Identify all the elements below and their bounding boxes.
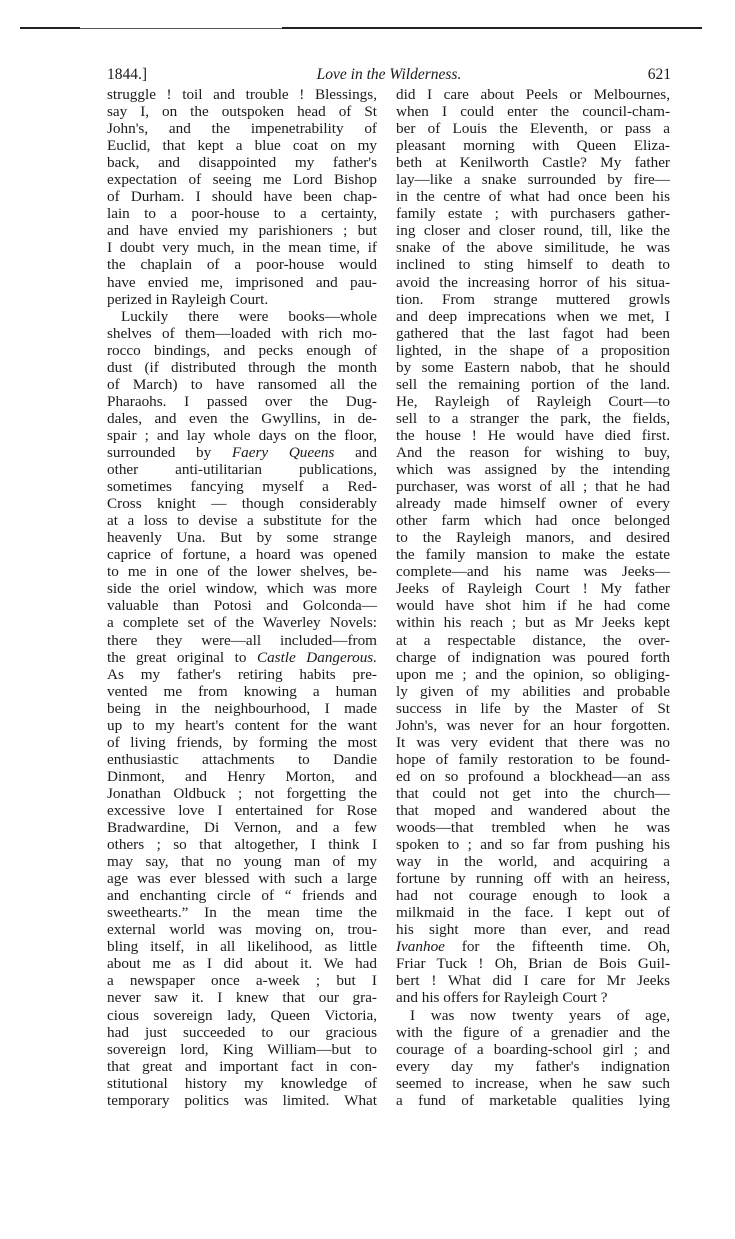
text-line: sell the remaining portion of the land. xyxy=(396,375,670,393)
text-line: within his reach ; but as Mr Jeeks kept xyxy=(396,614,670,632)
text-line: It was very evident that there was no xyxy=(396,733,670,751)
text-line: have envied me, imprisoned and pau- xyxy=(107,273,377,291)
text-line: other anti-utilitarian publications, xyxy=(107,461,377,479)
top-rule-right xyxy=(282,27,702,29)
text-line: As my father's retiring habits pre- xyxy=(107,665,377,683)
text-line: with the figure of a grenadier and the xyxy=(396,1023,670,1041)
text-line: vented me from knowing a human xyxy=(107,682,377,700)
text-line: avoid the increasing horror of his situa- xyxy=(396,273,670,291)
text-line: charge of indignation was poured forth xyxy=(396,648,670,666)
text-line: spair ; and lay whole days on the floor, xyxy=(107,426,377,444)
text-line: sell to a stranger the park, the fields, xyxy=(396,409,670,427)
text-line: of March) to have ransomed all the xyxy=(107,375,377,393)
text-line: courage of a boarding-school girl ; and xyxy=(396,1040,670,1058)
text-line: the chaplain of a poor-house would xyxy=(107,256,377,274)
text-line: ber of Louis the Eleventh, or pass a xyxy=(396,120,670,138)
text-line: to me in one of the lower shelves, be- xyxy=(107,563,377,581)
text-line: and enchanting circle of “ friends and xyxy=(107,887,377,905)
text-line: Ivanhoe for the fifteenth time. Oh, xyxy=(396,938,670,956)
text-line: being in the neighbourhood, I made xyxy=(107,699,377,717)
text-line: ing closer and closer round, till, like the xyxy=(396,222,670,240)
text-line: Luckily there were books—whole xyxy=(121,307,377,325)
text-line: gathered that the last fagot had been xyxy=(396,324,670,342)
text-line: other farm which had once belonged xyxy=(396,512,670,530)
text-line: at a respectable distance, the over- xyxy=(396,631,670,649)
text-line: bling itself, in all likelihood, as little xyxy=(107,938,377,956)
text-line: He, Rayleigh of Rayleigh Court—to xyxy=(396,392,670,410)
text-line: may say, that no young man of my xyxy=(107,853,377,871)
text-line: that could not get into the church— xyxy=(396,784,670,802)
header-year: 1844.] xyxy=(107,66,148,83)
text-line: others ; so that altogether, I think I xyxy=(107,836,377,854)
running-header xyxy=(107,66,671,86)
text-line: up to my heart's content for the want xyxy=(107,716,377,734)
header-page-number: 621 xyxy=(647,66,671,83)
text-line: inclined to sting himself to death to xyxy=(396,256,670,274)
text-line: seemed to increase, when he saw such xyxy=(396,1074,670,1092)
text-line: never saw it. I knew that our gra- xyxy=(107,989,377,1007)
text-line: his sight more than ever, and read xyxy=(396,921,670,939)
text-line: success in life by the Master of St xyxy=(396,699,670,717)
text-line: valuable than Potosi and Golconda— xyxy=(107,597,377,615)
text-line: that great and important fact in con- xyxy=(107,1057,377,1075)
text-line: side the oriel window, which was more xyxy=(107,580,377,598)
text-line: beth at Kenilworth Castle? My father xyxy=(396,154,670,172)
text-line: rocco bindings, and pecks enough of xyxy=(107,341,377,359)
left-text-column xyxy=(107,86,377,1109)
text-line: lain to a poor-house to a certainty, xyxy=(107,205,377,223)
text-line: John's, was never for an hour forgotten. xyxy=(396,716,670,734)
text-line: struggle ! toil and trouble ! Blessings, xyxy=(107,86,377,103)
text-line: temporary politics was limited. What xyxy=(107,1091,377,1109)
text-line: the family mansion to make the estate xyxy=(396,546,670,564)
text-line: John's, and the impenetrability of xyxy=(107,120,377,138)
right-text-column xyxy=(396,86,670,1109)
text-line: ed on so profound a blockhead—an ass xyxy=(396,767,670,785)
text-line: shelves of them—loaded with rich mo- xyxy=(107,324,377,342)
text-line: Jeeks of Rayleigh Court ! My father xyxy=(396,580,670,598)
text-line: and deep imprecations when we met, I xyxy=(396,307,670,325)
text-line: in the centre of what had once been his xyxy=(396,188,670,206)
text-line: every day my father's indignation xyxy=(396,1057,670,1075)
italic-title: Castle Dangerous. xyxy=(256,648,377,666)
text-line: lighted, in the shape of a proposition xyxy=(396,341,670,359)
italic-title: Ivanhoe xyxy=(396,938,445,956)
text-line: at a loss to devise a substitute for the xyxy=(107,512,377,530)
text-line: I was now twenty years of age, xyxy=(410,1006,670,1024)
text-line: heavenly Una. But by some strange xyxy=(107,529,377,547)
text-line: woods—that trembled when he was xyxy=(396,819,670,837)
text-line: way in the world, and acquiring a xyxy=(396,853,670,871)
text-line: about me as I did about it. We had xyxy=(107,955,377,973)
text-line: hope of family restoration to be found- xyxy=(396,750,670,768)
text-line: enthusiastic attachments to Dandie xyxy=(107,750,377,768)
text-line: the house ! He would have died first. xyxy=(396,426,670,444)
text-line: would have shot him if he had come xyxy=(396,597,670,615)
text-line: the great original to Castle Dangerous. xyxy=(107,648,377,666)
text-line: external world was moving on, trou- xyxy=(107,921,377,939)
text-line: and have envied my parishioners ; but xyxy=(107,222,377,240)
text-line: caprice of fortune, a hoard was opened xyxy=(107,546,377,564)
text-line: Euclid, that kept a blue coat on my xyxy=(107,137,377,155)
text-line: Cross knight — though considerably xyxy=(107,495,377,513)
text-line: there they were—all included—from xyxy=(107,631,377,649)
text-line: a newspaper once a-week ; but I xyxy=(107,972,377,990)
text-line: Dinmont, and Henry Morton, and xyxy=(107,767,377,785)
text-line: Bradwardine, Di Vernon, and a few xyxy=(107,819,377,837)
text-line: had not courage enough to look a xyxy=(396,887,670,905)
text-line: family estate ; with purchasers gather- xyxy=(396,205,670,223)
text-line: fortune by running off with an heiress, xyxy=(396,870,670,888)
text-line: spoken to ; and so far from pushing his xyxy=(396,836,670,854)
text-line: sweethearts.” In the mean time the xyxy=(107,904,377,922)
text-line: Pharaohs. I passed over the Dug- xyxy=(107,392,377,410)
text-line: And the reason for wishing to buy, xyxy=(396,443,670,461)
top-rule-left xyxy=(20,27,80,29)
text-line: sovereign lord, King William—but to xyxy=(107,1040,377,1058)
text-line: dust (if distributed through the month xyxy=(107,358,377,376)
text-line: expectation of seeing me Lord Bishop xyxy=(107,171,377,189)
text-line: stitutional history my knowledge of xyxy=(107,1074,377,1092)
italic-title: Faery Queens xyxy=(231,443,335,461)
header-running-title: Love in the Wilderness. xyxy=(316,66,462,83)
text-line: a fund of marketable qualities lying xyxy=(396,1091,670,1109)
text-line: age was ever blessed with such a large xyxy=(107,870,377,888)
text-line: by some Eastern nabob, that he should xyxy=(396,358,670,376)
text-line: which was assigned by the intending xyxy=(396,461,670,479)
text-line: sometimes fancying myself a Red- xyxy=(107,478,377,496)
text-line: milkmaid in the face. I kept out of xyxy=(396,904,670,922)
text-line: a complete set of the Waverley Novels: xyxy=(107,614,377,632)
text-line: purchaser, was worst of all ; that he had xyxy=(396,478,670,496)
text-line: I doubt very much, in the mean time, if xyxy=(107,239,377,257)
text-line: back, and disappointed my father's xyxy=(107,154,377,172)
text-line: Jonathan Oldbuck ; not forgetting the xyxy=(107,784,377,802)
text-line: to the Rayleigh manors, and desired xyxy=(396,529,670,547)
text-line: cious sovereign lady, Queen Victoria, xyxy=(107,1006,377,1024)
text-line: of Durham. I should have been chap- xyxy=(107,188,377,206)
text-line: snake of the above similitude, he was xyxy=(396,239,670,257)
text-line: had just succeeded to our gracious xyxy=(107,1023,377,1041)
text-line: and his offers for Rayleigh Court ? xyxy=(396,989,608,1007)
text-line: say I, on the outspoken head of St xyxy=(107,103,377,121)
text-line: perized in Rayleigh Court. xyxy=(107,290,269,308)
text-line: surrounded by Faery Queens and xyxy=(107,443,377,461)
text-line: Friar Tuck ! Oh, Brian de Bois Guil- xyxy=(396,955,670,973)
text-line: of living friends, by forming the most xyxy=(107,733,377,751)
text-line: upon me ; and the opinion, so obliging- xyxy=(396,665,670,683)
text-line: dales, and even the Gwyllins, in de- xyxy=(107,409,377,427)
text-line: that moped and wandered about the xyxy=(396,801,670,819)
text-line: already made himself owner of every xyxy=(396,495,670,513)
text-line: complete—and his name was Jeeks— xyxy=(396,563,670,581)
text-line: when I could enter the council-cham- xyxy=(396,103,670,121)
text-line: bert ! What did I care for Mr Jeeks xyxy=(396,972,670,990)
text-line: excessive love I entertained for Rose xyxy=(107,801,377,819)
text-line: lay—like a snake surrounded by fire— xyxy=(396,171,670,189)
text-line: ly given of my abilities and probable xyxy=(396,682,670,700)
text-line: pleasant morning with Queen Eliza- xyxy=(396,137,670,155)
text-line: tion. From strange muttered growls xyxy=(396,290,670,308)
text-line: did I care about Peels or Melbournes, xyxy=(396,86,670,103)
